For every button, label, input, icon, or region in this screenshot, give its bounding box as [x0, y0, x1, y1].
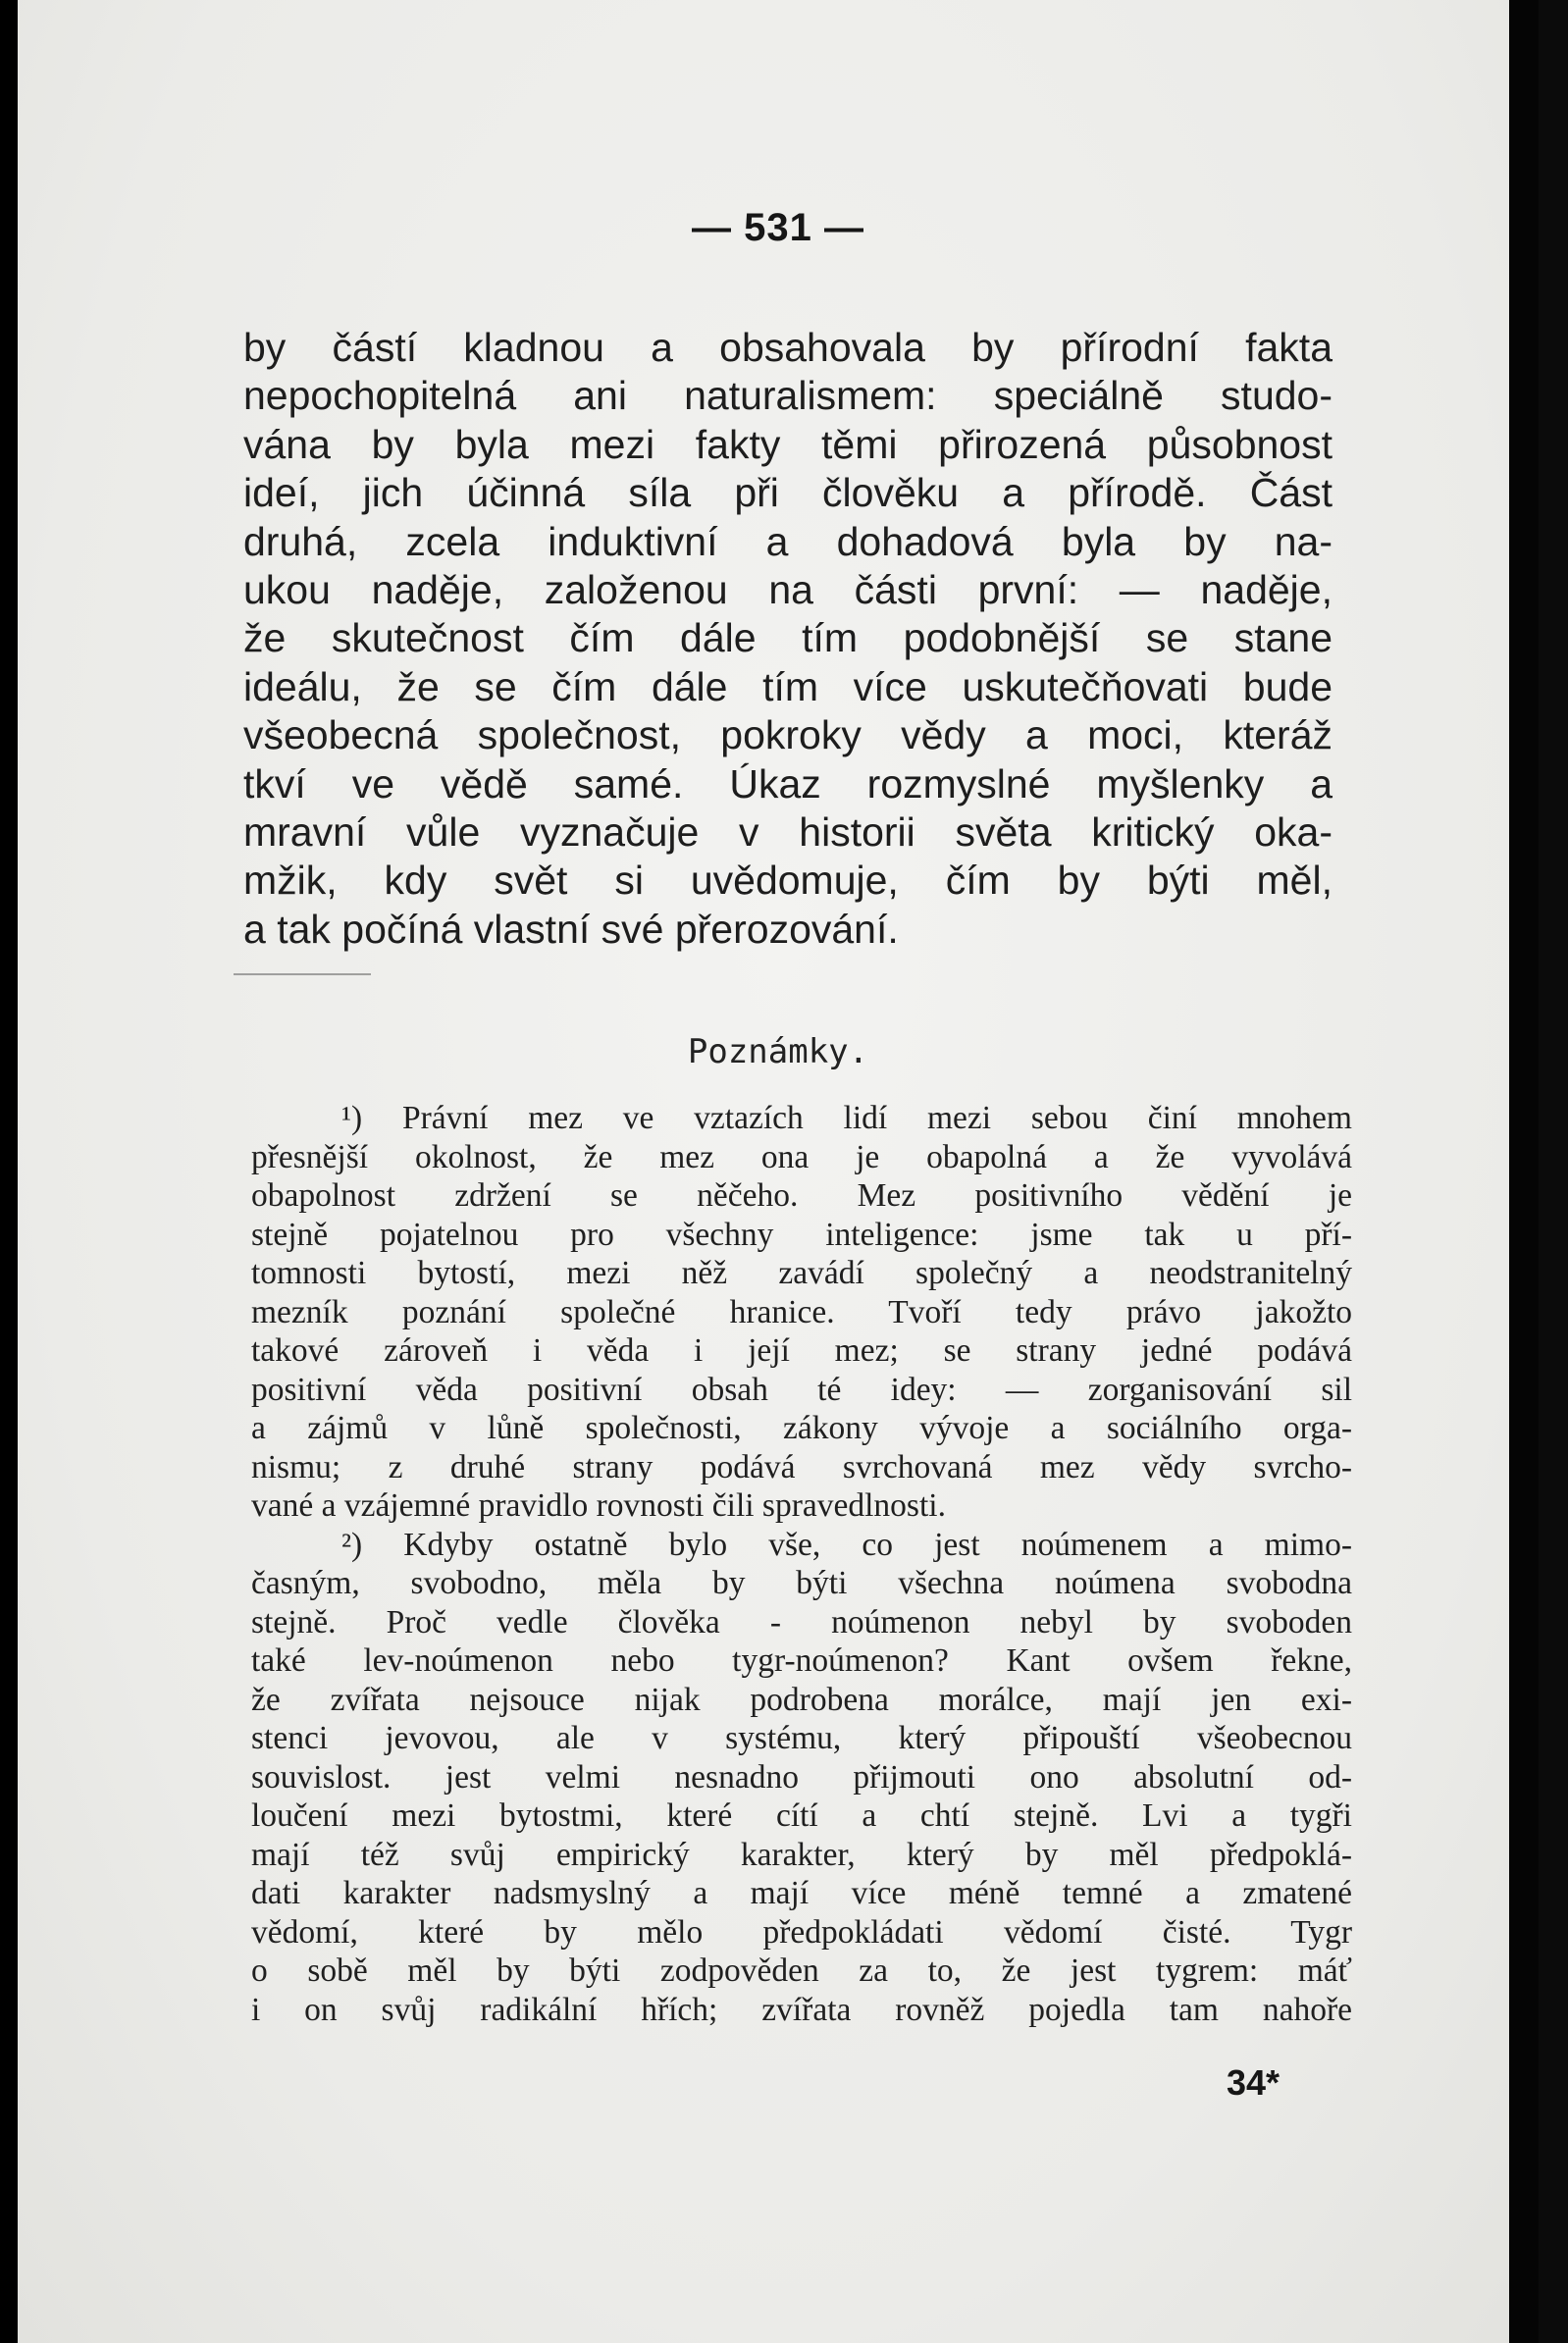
text-line: mžik, kdy svět si uvědomuje, čím by býti měl, [243, 858, 1333, 904]
footnote-line: obapolnost zdržení se něčeho. Mez positivního vědění je [251, 1177, 1352, 1214]
text-line: a tak počíná vlastní své přerozování. [243, 906, 899, 952]
text-line: ukou naděje, založenou na části první: — naděje, [243, 567, 1333, 613]
footnote-line: přesnější okolnost, že mez ona je obapolná a že vyvolává [251, 1138, 1352, 1175]
footnote-line: mají též svůj empirický karakter, který by měl předpoklá- [251, 1836, 1352, 1873]
footnote-line: ¹) Právní mez ve vztazích lidí mezi sebou činí mnohem [341, 1100, 1352, 1136]
footnote-line: také lev-noúmenon nebo tygr-noúmenon? Kant ovšem řekne, [251, 1642, 1352, 1679]
text-line: nepochopitelná ani naturalismem: speciálně studo- [243, 373, 1333, 419]
text-line: mravní vůle vyznačuje v historii světa kritický oka- [243, 809, 1333, 856]
footnote-line: že zvířata nejsouce nijak podrobena morálce, mají jen exi- [251, 1681, 1352, 1718]
footnote-line: loučení mezi bytostmi, které cítí a chtí stejně. Lvi a tygři [251, 1797, 1352, 1834]
footnote-line: časným, svobodno, měla by býti všechna noúmena svobodna [251, 1565, 1352, 1601]
signature-mark: 34* [1227, 2062, 1281, 2103]
footnote-line: ²) Kdyby ostatně bylo vše, co jest noúmenem a mimo- [341, 1526, 1352, 1563]
notes-heading: Poznámky. [687, 1032, 869, 1071]
text-line: ideálu, že se čím dále tím více uskutečňovati bude [243, 663, 1333, 709]
footnote-line: a zájmů v lůně společnosti, zákony vývoje a sociálního orga- [251, 1410, 1352, 1446]
main-text [243, 324, 1333, 954]
text-line: tkví ve vědě samé. Úkaz rozmyslné myšlenky a [243, 760, 1333, 807]
text-line: ideí, jich účinná síla při člověku a přírodě. Část [243, 470, 1333, 516]
text-line: že skutečnost čím dále tím podobnější se stane [243, 615, 1333, 661]
text-line: druhá, zcela induktivní a dohadová byla by na- [243, 518, 1333, 564]
text-line: všeobecná společnost, pokroky vědy a moci, kteráž [243, 712, 1333, 758]
footnote-line: vané a vzájemné pravidlo rovnosti čili spravedlnosti. [251, 1487, 946, 1524]
footnote-line: takové zároveň i věda i její mez; se strany jedné podává [251, 1332, 1352, 1369]
footnote-line: positivní věda positivní obsah té idey: — zorganisování sil [251, 1371, 1352, 1408]
footnotes [251, 1099, 1352, 2029]
book-spine-shadow [0, 0, 18, 2343]
page-edge-shadow [1509, 0, 1539, 2343]
divider-line [234, 973, 371, 975]
footnote-line: mezník poznání společné hranice. Tvoří tedy právo jakožto [251, 1293, 1352, 1330]
page-number: — 531 — [692, 206, 864, 249]
footnote-line: stejně. Proč vedle člověka - noúmenon nebyl by svoboden [251, 1603, 1352, 1640]
footnote-line: souvislost. jest velmi nesnadno přijmouti ono absolutní od- [251, 1758, 1352, 1796]
footnote-line: tomnosti bytostí, mezi něž zavádí společný a neodstranitelný [251, 1255, 1352, 1291]
footnote-line: nismu; z druhé strany podává svrchovaná mez vědy svrcho- [251, 1448, 1352, 1485]
text-line: by částí kladnou a obsahovala by přírodní fakta [243, 325, 1333, 370]
footnote-line: stenci jevovou, ale v systému, který připouští všeobecnou [251, 1720, 1352, 1756]
footnote-line: i on svůj radikální hřích; zvířata rovněž pojedla tam nahoře [251, 1991, 1352, 2028]
footnote-line: dati karakter nadsmyslný a mají více méně temné a zmatené [251, 1875, 1352, 1911]
footnote-line: o sobě měl by býti zodpověden za to, že jest tygrem: máť [251, 1952, 1352, 1989]
text-line: vána by byla mezi fakty těmi přirozená působnost [243, 421, 1333, 467]
book-page [18, 0, 1539, 2343]
footnote-line: stejně pojatelnou pro všechny inteligence: jsme tak u pří- [251, 1216, 1352, 1253]
footnote-line: vědomí, které by mělo předpokládati vědomí čisté. Tygr [251, 1913, 1352, 1951]
